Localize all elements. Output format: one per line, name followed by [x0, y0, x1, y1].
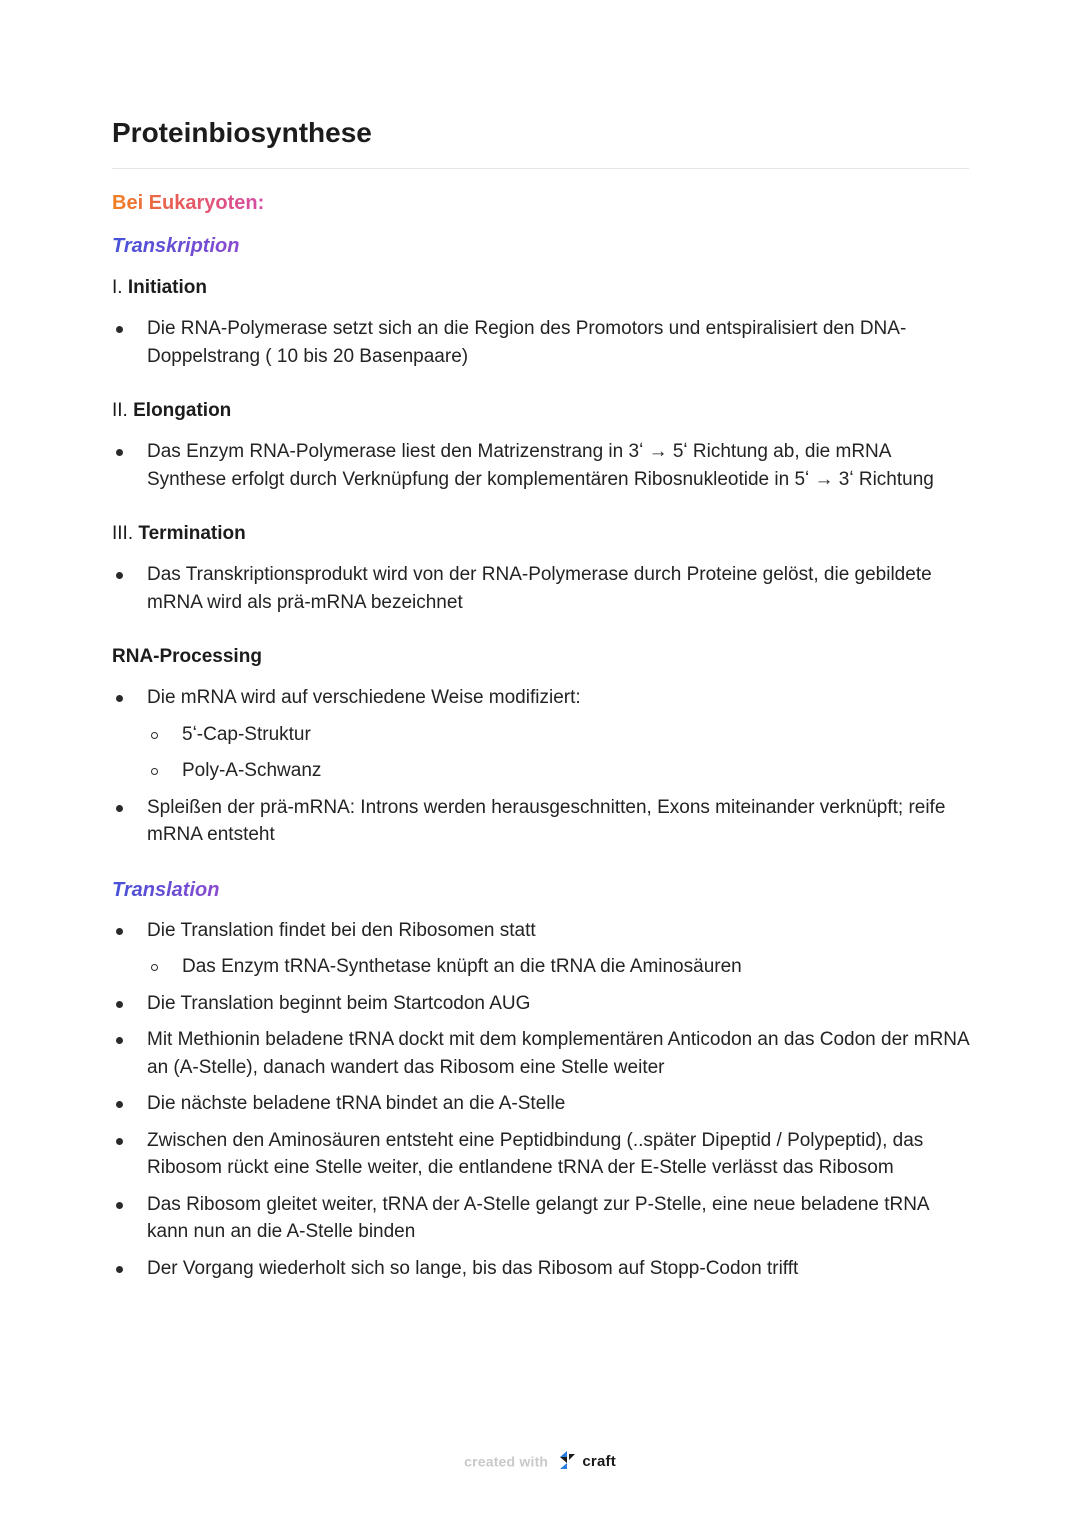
- processing-heading: [112, 642, 969, 672]
- elongation-heading: [112, 396, 969, 426]
- sub-list-item: Poly-A-Schwanz: [112, 757, 969, 785]
- list-item: Das Transkriptionsprodukt wird von der RNA-Polymerase durch Proteine gelöst, die gebildete mRNA wird als prä-mRNA bezeichnet: [112, 561, 969, 616]
- termination-heading: [112, 519, 969, 549]
- document: [112, 112, 969, 1291]
- elongation-list: [112, 438, 969, 493]
- list-item: Die nächste beladene tRNA bindet an die A-Stelle: [112, 1090, 969, 1118]
- sub-list-item: Das Enzym tRNA-Synthetase knüpft an die tRNA die Aminosäuren: [112, 953, 969, 981]
- processing-list: [112, 684, 969, 849]
- title-divider: [112, 168, 969, 169]
- created-with-text: created with: [464, 1453, 549, 1470]
- processing-label: RNA-Processing: [112, 646, 262, 667]
- list-item: Spleißen der prä-mRNA: Introns werden herausgeschnitten, Exons miteinander verknüpft; reife mRNA entsteht: [112, 794, 969, 849]
- list-item: Das Enzym RNA-Polymerase liest den Matrizenstrang in 3ʻ → 5ʻ Richtung ab, die mRNA Synthese erfolgt durch Verknüpfung der komplementären Ribosnukleotide in 5ʻ → 3ʻ Richtung: [112, 438, 969, 493]
- list-item: Die Translation beginnt beim Startcodon AUG: [112, 990, 969, 1018]
- transcription-heading: Transkription: [112, 231, 239, 261]
- initiation-number: I.: [112, 277, 123, 298]
- list-item: Zwischen den Aminosäuren entsteht eine Peptidbindung (..später Dipeptid / Polypeptid), das Ribosom rückt eine Stelle weiter, die entlandene tRNA der E-Stelle verlässt das Ribosom: [112, 1127, 969, 1182]
- organism-heading: Bei Eukaryoten:: [112, 189, 264, 217]
- page-title: Proteinbiosynthese: [112, 117, 372, 148]
- list-item: Die mRNA wird auf verschiedene Weise modifiziert:: [112, 684, 969, 712]
- sub-list-item: 5ʻ-Cap-Struktur: [112, 721, 969, 749]
- termination-label: Termination: [138, 523, 246, 544]
- list-item: Die Translation findet bei den Ribosomen statt: [112, 917, 969, 945]
- brand-name: craft: [582, 1453, 616, 1470]
- footer: [0, 1450, 1080, 1473]
- translation-heading: Translation: [112, 875, 219, 905]
- elongation-label: Elongation: [133, 400, 232, 421]
- list-item: Mit Methionin beladene tRNA dockt mit dem komplementären Anticodon an das Codon der mRNA an (A-Stelle), danach wandert das Ribosom eine Stelle weiter: [112, 1026, 969, 1081]
- initiation-label: Initiation: [127, 277, 207, 298]
- termination-number: III.: [112, 523, 134, 544]
- initiation-heading: [112, 273, 969, 303]
- elongation-number: II.: [112, 400, 128, 421]
- termination-list: [112, 561, 969, 616]
- translation-list: [112, 917, 969, 1283]
- list-item: Der Vorgang wiederholt sich so lange, bis das Ribosom auf Stopp-Codon trifft: [112, 1255, 969, 1283]
- list-item: Die RNA-Polymerase setzt sich an die Region des Promotors und entspiralisiert den DNA-Doppelstrang ( 10 bis 20 Basenpaare): [112, 315, 969, 370]
- list-item: Das Ribosom gleitet weiter, tRNA der A-Stelle gelangt zur P-Stelle, eine neue beladene tRNA kann nun an die A-Stelle binden: [112, 1191, 969, 1246]
- initiation-list: [112, 315, 969, 370]
- craft-logo-icon: [558, 1450, 576, 1473]
